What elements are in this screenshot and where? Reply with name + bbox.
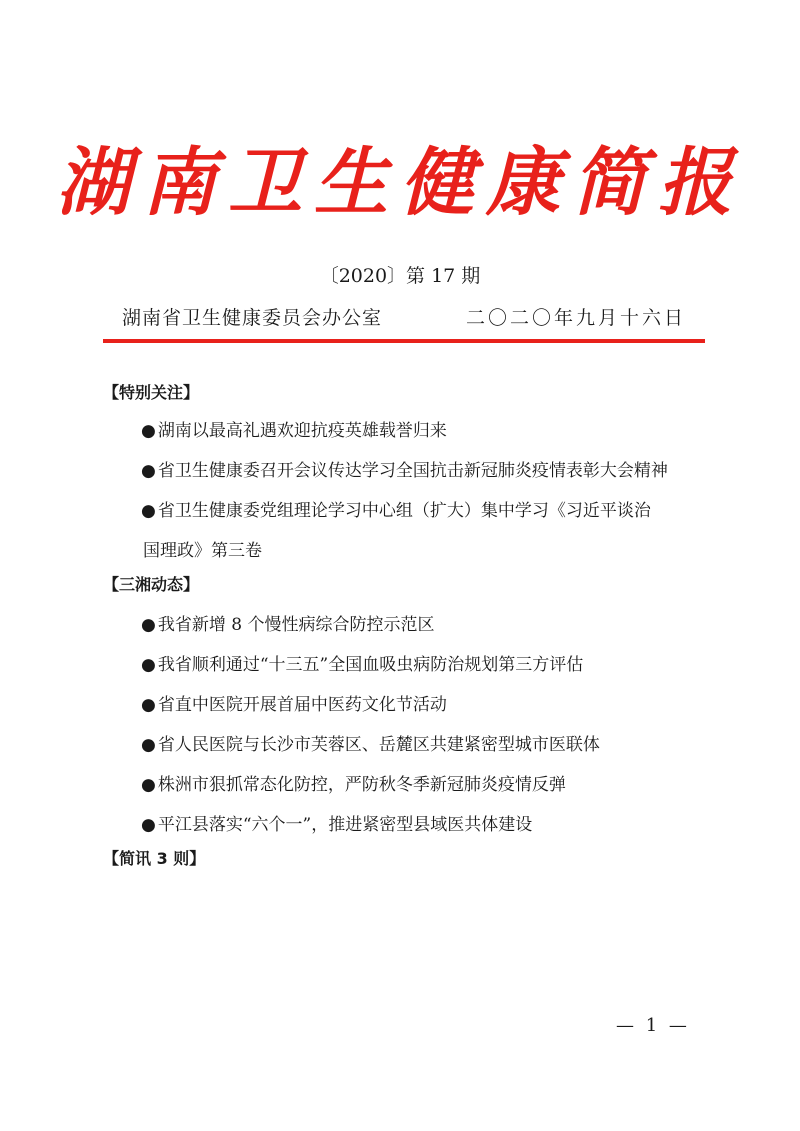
red-divider (103, 339, 705, 343)
issue-number: 〔2020〕第 17 期 (319, 265, 481, 287)
bullet-icon: ● (141, 735, 156, 755)
section-title: 【三湘动态】 (103, 575, 200, 594)
item-text: 平江县落实“六个一”，推进紧密型县域医共体建设 (157, 815, 533, 835)
section-title: 【特别关注】 (103, 383, 200, 402)
list-item[interactable] (103, 732, 723, 758)
list-item[interactable] (103, 772, 723, 798)
bullet-icon: ● (141, 775, 156, 795)
issue-date: 二〇二〇年九月十六日 (466, 307, 687, 329)
item-text: 国理政》第三卷 (143, 541, 262, 561)
list-item[interactable] (103, 812, 723, 838)
item-text: 省卫生健康委党组理论学习中心组（扩大）集中学习《习近平谈治 (157, 501, 651, 521)
bullet-icon: ● (141, 695, 156, 715)
item-text: 我省新增 8 个慢性病综合防控示范区 (157, 615, 435, 635)
bullet-icon: ● (141, 421, 156, 441)
list-item[interactable] (103, 498, 723, 524)
list-item[interactable] (103, 418, 723, 444)
list-item[interactable] (103, 612, 723, 638)
item-text: 株洲市狠抓常态化防控，严防秋冬季新冠肺炎疫情反弹 (157, 775, 566, 795)
item-text: 我省顺利通过“十三五”全国血吸虫病防治规划第三方评估 (157, 655, 584, 675)
bullet-icon: ● (141, 501, 156, 521)
page-number: — 1 — (616, 1015, 690, 1036)
item-text: 省直中医院开展首届中医药文化节活动 (157, 695, 447, 715)
list-item[interactable] (103, 652, 723, 678)
list-item[interactable] (103, 692, 723, 718)
list-item[interactable] (103, 458, 723, 484)
bullet-icon: ● (141, 461, 156, 481)
bullet-icon: ● (141, 615, 156, 635)
item-text: 湖南以最高礼遇欢迎抗疫英雄载誉归来 (157, 421, 447, 441)
bullet-icon: ● (141, 815, 156, 835)
item-text: 省卫生健康委召开会议传达学习全国抗击新冠肺炎疫情表彰大会精神 (157, 461, 668, 481)
section-special-focus (103, 380, 723, 404)
section-title: 【简讯 3 则】 (103, 849, 206, 868)
bullet-icon: ● (141, 655, 156, 675)
issuer-name: 湖南省卫生健康委员会办公室 (122, 307, 383, 329)
table-of-contents (103, 380, 723, 872)
list-item-continuation[interactable] (103, 538, 723, 564)
item-text: 省人民医院与长沙市芙蓉区、岳麓区共建紧密型城市医联体 (157, 735, 600, 755)
masthead-title: 湖南卫生健康简报 (56, 140, 744, 226)
